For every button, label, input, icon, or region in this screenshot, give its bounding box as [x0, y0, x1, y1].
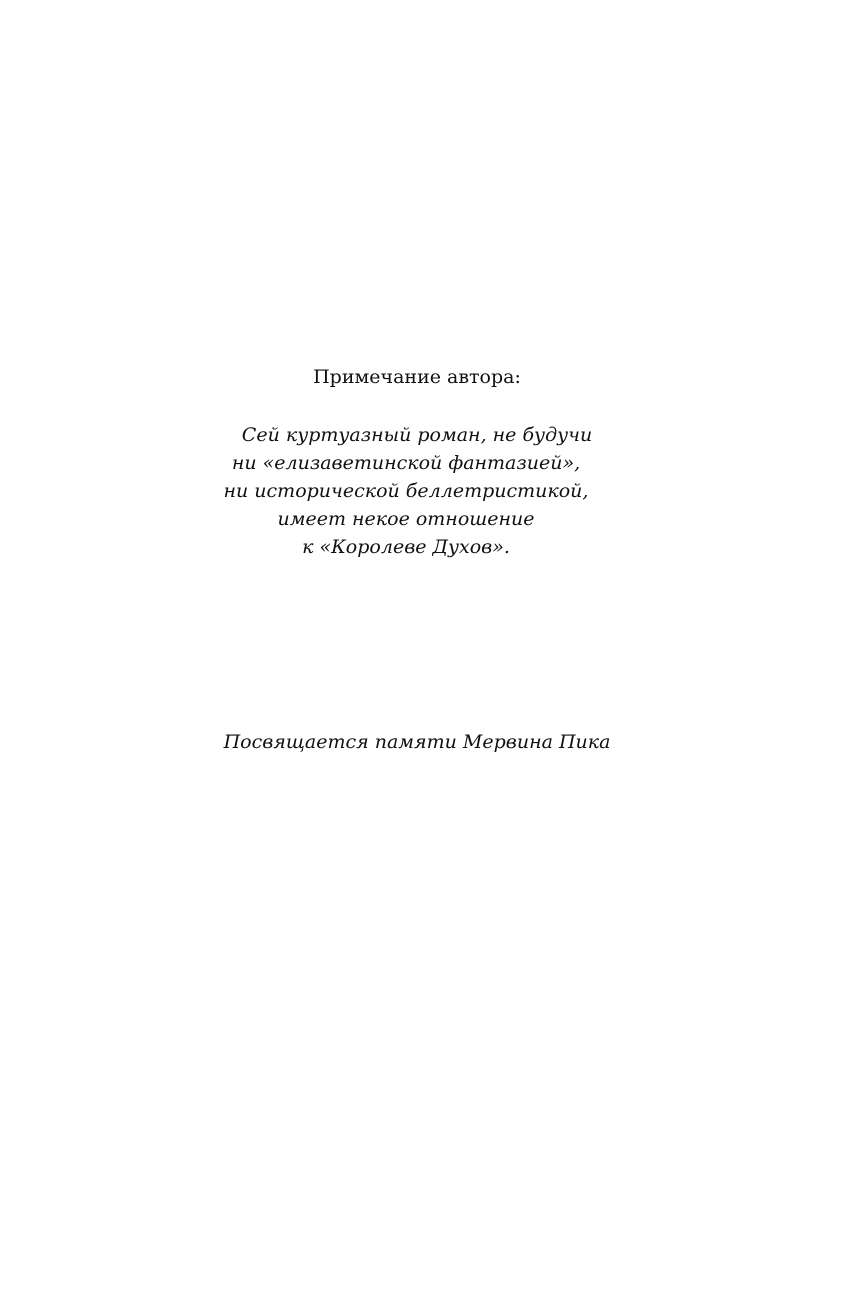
dedication-text: Посвящается памяти Мервина Пика [223, 731, 611, 753]
author-note-line: ни исторической беллетристикой, [223, 480, 589, 502]
author-note-line: к «Королеве Духов». [302, 536, 510, 558]
author-note-line: ни «елизаветинской фантазией», [231, 452, 581, 474]
author-note-heading: Примечание автора: [313, 366, 521, 388]
author-note-line: имеет некое отношение [277, 508, 535, 530]
author-note-body [0, 421, 812, 561]
author-note-line: Сей куртуазный роман, не будучи [241, 424, 593, 446]
